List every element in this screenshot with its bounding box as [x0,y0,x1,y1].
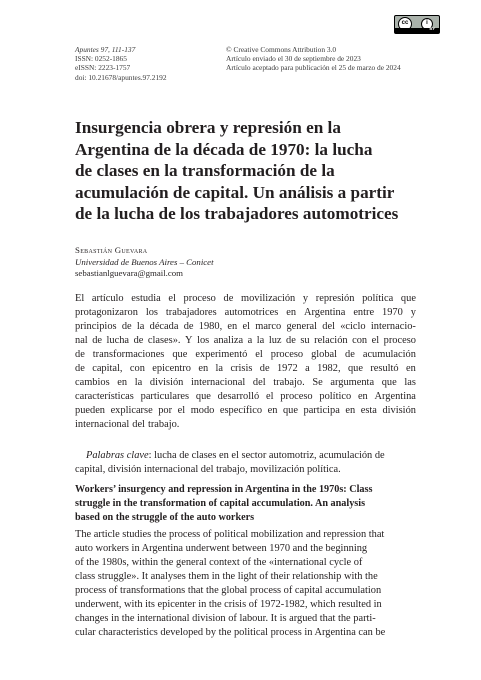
english-title [75,483,420,524]
abstract-en-line: changes in the international division of labour. It is argued that the parti- [75,613,376,625]
issn: ISSN: 0252-1865 [75,54,127,64]
journal-citation: Apuntes 97, 111-137 [75,45,136,54]
abstract-en-line: auto workers in Argentina underwent between 1970 and the beginning [75,543,368,555]
submitted-date: Artículo enviado el 30 de septiembre de 2023 [226,54,361,64]
abstract-es-line: pueden explicarse por el modo específico en que participa en esta división [75,405,416,417]
abstract-es-line: El artículo estudia el proceso de movilización y represión política que [75,293,416,304]
journal-meta [75,45,167,82]
author-name: Sebastián Guevara [75,245,148,255]
title-line: Argentina de la década de 1970: la lucha [75,139,373,159]
keywords-line [75,449,416,463]
abstract-en-line: The article studies the process of political mobilization and repression that [75,529,385,540]
abstract-es-line: nal de lucha de clases». Y los analiza a la luz de su relación con el proceso [75,335,416,347]
abstract-en [75,528,420,640]
author-affiliation: Universidad de Buenos Aires – Conicet [75,256,214,267]
abstract-es-line: principios de la década de 1980, en el marco general del «ciclo internacio- [75,321,416,333]
abstract-en-line: process of transformations that the global process of capital accumulation [75,585,382,597]
abstract-es-line: de capital, con epicentro en la crisis de 1972 a 1982, que resultó en [75,363,416,375]
license-badge-label: BY [429,26,435,31]
cc-by-license-badge [394,15,440,34]
keywords-text: : lucha de clases en el sector automotriz, acumulación de [148,450,385,461]
abstract-es-line: de transformaciones que experimentó el proceso global de acumulación [75,349,416,361]
english-title-line: based on the struggle of the auto workers [75,511,255,523]
english-title-line: Workers’ insurgency and repression in Argentina in the 1970s: Class [75,484,373,495]
abstract-en-line: underwent, with its epicenter in the crisis of 1972-1982, which resulted in [75,599,382,611]
doi: doi: 10.21678/apuntes.97.2192 [75,72,167,82]
title-line: de la lucha de los trabajadores automotrices [75,204,399,223]
abstract-es-line: internacional del trabajo. [75,419,180,431]
abstract-es-line: características particulares que desarrolló el proceso político en Argentina [75,391,416,403]
publication-meta [226,45,401,73]
keywords-label: Palabras clave [86,450,149,461]
keywords-es [75,449,416,477]
abstract-en-line: of the 1980s, within the general context of the «international cycle of [75,557,363,569]
abstract-es-line: protagonizaron los trabajadores automotrices en Argentina entre 1970 y [75,307,416,319]
eissn: eISSN: 2223-1757 [75,63,131,73]
author-email: sebastianlguevara@gmail.com [75,268,184,278]
english-title-line: struggle in the transformation of capital accumulation. An analysis [75,497,366,509]
article-title [75,117,415,225]
abstract-es-line: cambios en la división internacional del trabajo. Se argumenta que las [75,377,416,389]
abstract-en-line: class struggle». It analyses them in the light of their relationship with the [75,571,378,583]
creative-commons-icon: cc [398,17,412,31]
title-line: acumulación de capital. Un análisis a partir [75,182,395,202]
license-line: © Creative Commons Attribution 3.0 [226,45,337,54]
title-line: Insurgencia obrera y represión en la [75,118,341,137]
attribution-person-icon: i [421,18,433,30]
abstract-en-line: cular characteristics developed by the political process in Argentina can be [75,627,386,639]
keywords-line: capital, división internacional del trabajo, movilización política. [75,464,341,476]
author-block [75,245,214,280]
title-line: de clases en la transformación de la [75,161,335,180]
abstract-es [75,292,416,432]
accepted-date: Artículo aceptado para publicación el 25 de marzo de 2024 [226,63,401,73]
